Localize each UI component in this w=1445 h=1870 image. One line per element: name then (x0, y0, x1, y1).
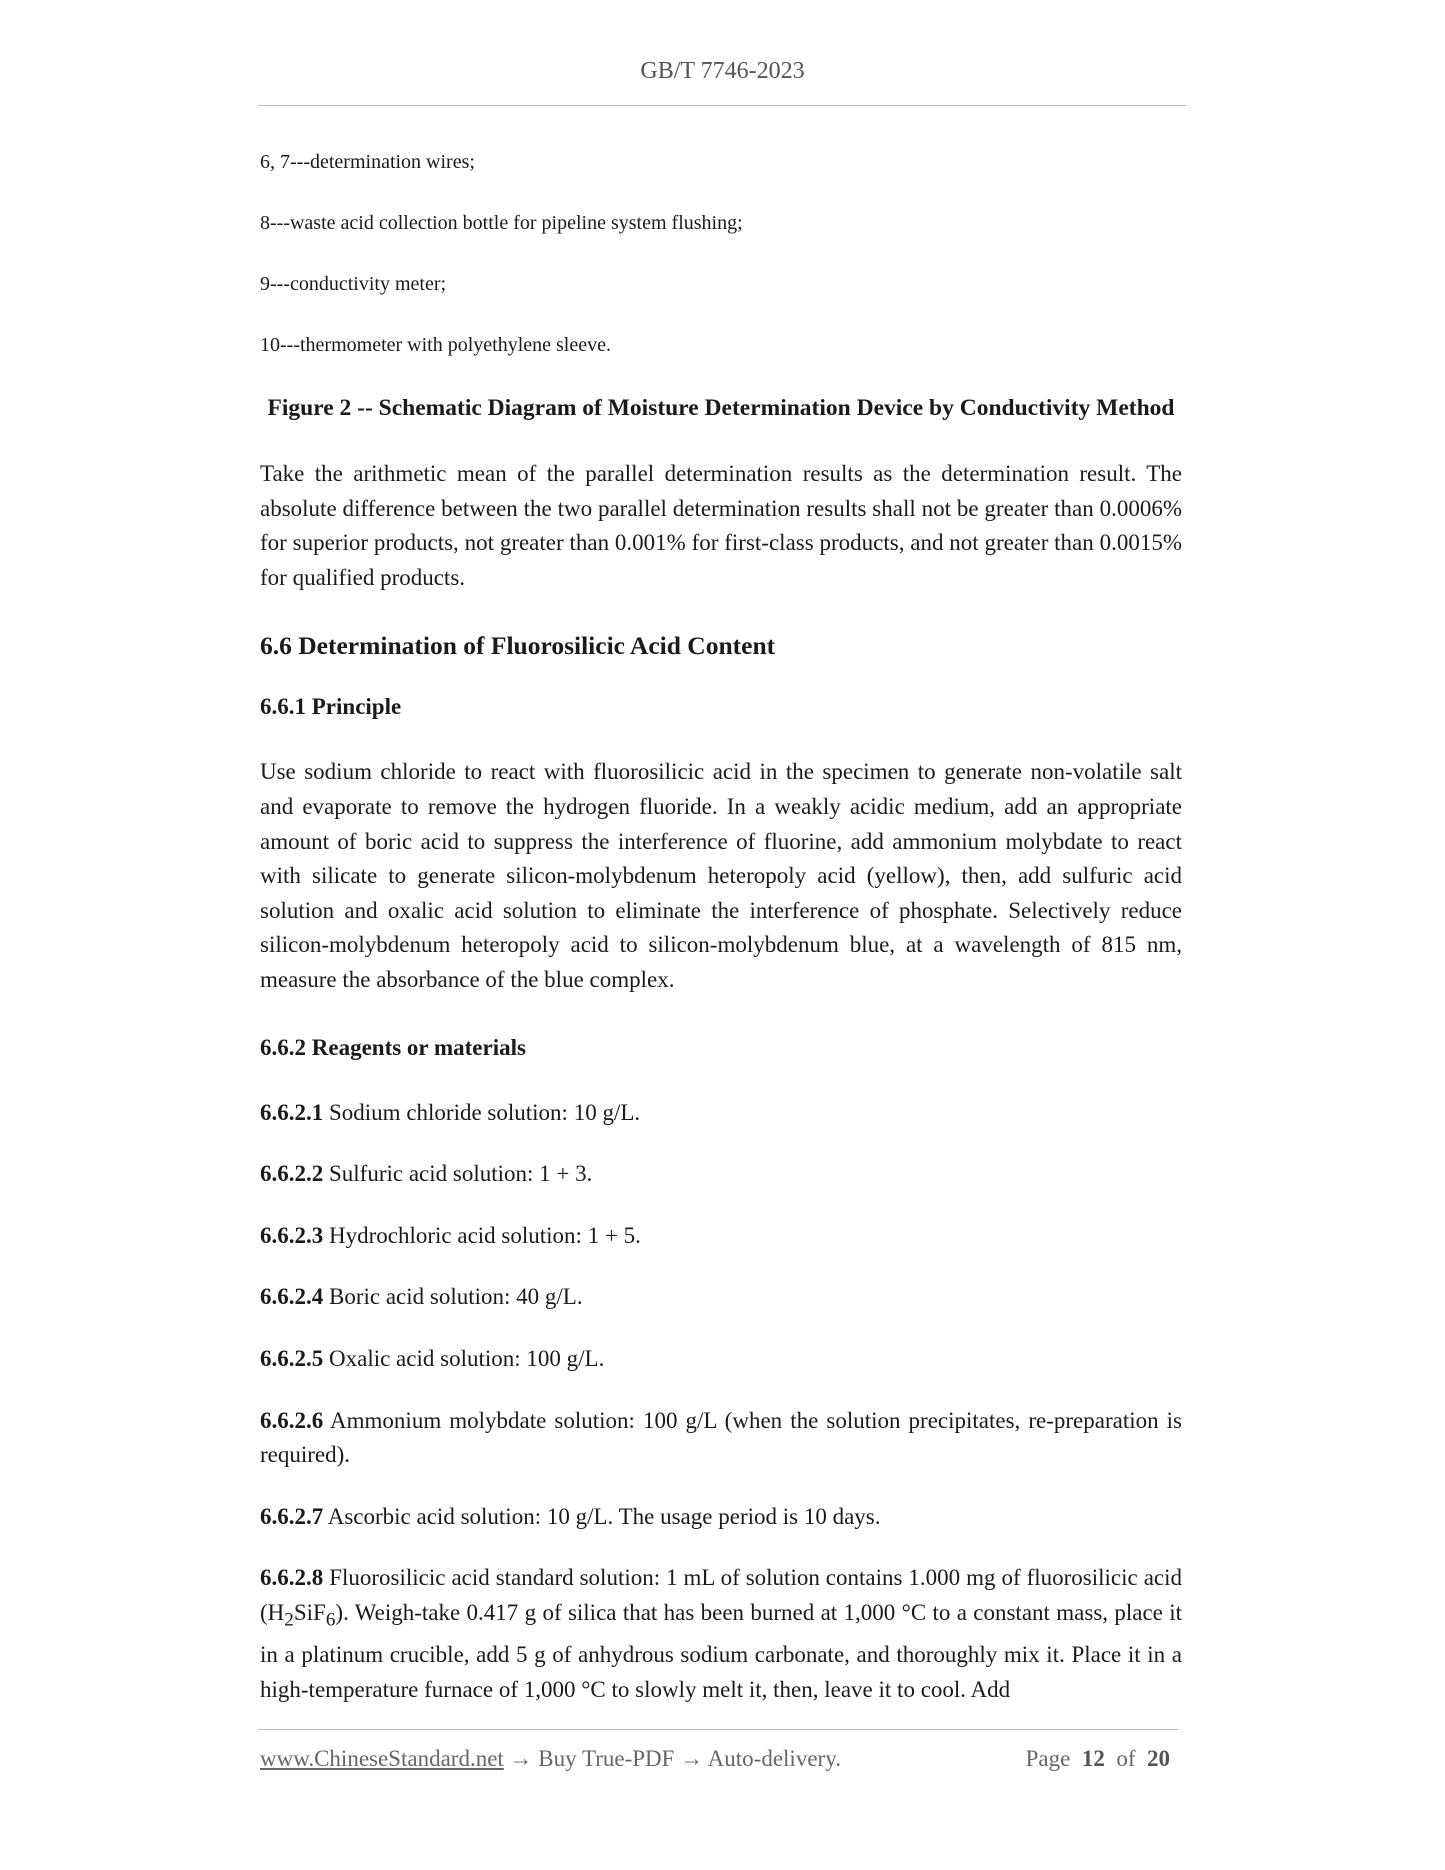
reagent-item-standard-solution (260, 1561, 1182, 1707)
reagent-text: Ascorbic acid solution: 10 g/L. The usage period is 10 days. (327, 1503, 881, 1529)
arrow-icon: → (509, 1746, 533, 1771)
page-content (260, 148, 1182, 1707)
page-total: 20 (1147, 1746, 1170, 1771)
reagent-text: Sodium chloride solution: 10 g/L. (329, 1099, 641, 1125)
reagent-item (260, 1280, 1182, 1315)
reagent-number: 6.6.2.1 (260, 1099, 324, 1125)
section-heading-6-6-1: 6.6.1 Principle (260, 694, 402, 720)
principle-paragraph: Use sodium chloride to react with fluorosilicic acid in the specimen to generate non-volatile salt and evaporate to remove the hydrogen fluoride. In a weakly acidic medium, add an appropriate amount of boric acid to suppress the interference of fluorine, add ammonium molybdate to react with silicate to generate silicon-molybdenum heteropoly acid (yellow), then, add sulfuric acid solution and oxalic acid solution to eliminate the interference of phosphate. Selectively reduce silicon-molybdenum heteropoly acid to silicon-molybdenum blue, at a wavelength of 815 nm, measure the absorbance of the blue complex. (260, 759, 1182, 992)
reagent-number: 6.6.2.8 (260, 1565, 324, 1591)
reagent-item (260, 1404, 1182, 1473)
reagent-item (260, 1342, 1182, 1377)
header-divider (258, 105, 1186, 106)
reagent-text: Sulfuric acid solution: 1 + 3. (329, 1161, 593, 1187)
reagent-text-part: SiF (293, 1599, 326, 1625)
page-footer (260, 1746, 1178, 1776)
buy-text: Buy True-PDF (538, 1746, 675, 1771)
reagent-item (260, 1096, 1182, 1131)
reagent-text: Boric acid solution: 40 g/L. (329, 1284, 583, 1310)
reagent-number: 6.6.2.5 (260, 1345, 324, 1371)
legend-item: 6, 7---determination wires; (260, 151, 475, 173)
page-word: Page (1025, 1746, 1071, 1771)
page-header-title: GB/T 7746-2023 (640, 58, 805, 84)
arrow-icon: → (680, 1746, 704, 1771)
page-number: 12 (1081, 1746, 1105, 1771)
reagent-text-part: Fluorosilicic acid standard solution: 1 mL of solution contains 1.000 mg of fluorosilicic acid (H (260, 1565, 1183, 1625)
result-paragraph: Take the arithmetic mean of the parallel determination results as the determination result. The absolute difference between the two parallel determination results shall not be greater than 0.0006% for superior products, not greater than 0.001% for first-class products, and not greater than 0.0015% for qualified products. (260, 461, 1182, 590)
legend-item: 9---conductivity meter; (260, 273, 447, 295)
reagent-item (260, 1157, 1182, 1192)
section-heading-6-6-2: 6.6.2 Reagents or materials (260, 1034, 526, 1060)
reagent-number: 6.6.2.7 (260, 1503, 324, 1529)
reagent-text-part: ). Weigh-take 0.417 g of silica that has been burned at 1,000 °C to a constant mass, place it in a platinum crucible, add 5 g of anhydrous sodium carbonate, and thoroughly mix it. Place it in a high-temperature furnace of 1,000 °C to slowly melt it, then, leave it to cool. Add (260, 1599, 1182, 1702)
legend-item: 8---waste acid collection bottle for pipeline system flushing; (260, 212, 743, 234)
page-indicator (1026, 1746, 1170, 1772)
footer-divider (258, 1729, 1178, 1730)
site-link[interactable]: www.ChineseStandard.net (260, 1746, 504, 1771)
figure-caption: Figure 2 -- Schematic Diagram of Moisture Determination Device by Conductivity Method (267, 395, 1175, 421)
subscript: 2 (284, 1609, 294, 1631)
section-heading-6-6: 6.6 Determination of Fluorosilicic Acid Content (260, 631, 776, 661)
reagent-text: Hydrochloric acid solution: 1 + 5. (329, 1222, 641, 1248)
reagent-number: 6.6.2.6 (260, 1407, 324, 1433)
reagent-item (260, 1219, 1182, 1254)
delivery-text: Auto-delivery. (707, 1746, 841, 1771)
reagent-text: Ammonium molybdate solution: 100 g/L (when the solution precipitates, re-preparation is required). (260, 1407, 1182, 1468)
reagent-number: 6.6.2.4 (260, 1284, 324, 1310)
subscript: 6 (325, 1609, 336, 1631)
reagent-number: 6.6.2.3 (260, 1222, 324, 1248)
footer-promo (260, 1746, 841, 1772)
legend-item: 10---thermometer with polyethylene sleeve. (260, 334, 611, 356)
of-word: of (1116, 1746, 1136, 1771)
reagent-item (260, 1500, 1182, 1535)
reagent-text: Oxalic acid solution: 100 g/L. (329, 1345, 605, 1371)
reagent-number: 6.6.2.2 (260, 1161, 324, 1187)
